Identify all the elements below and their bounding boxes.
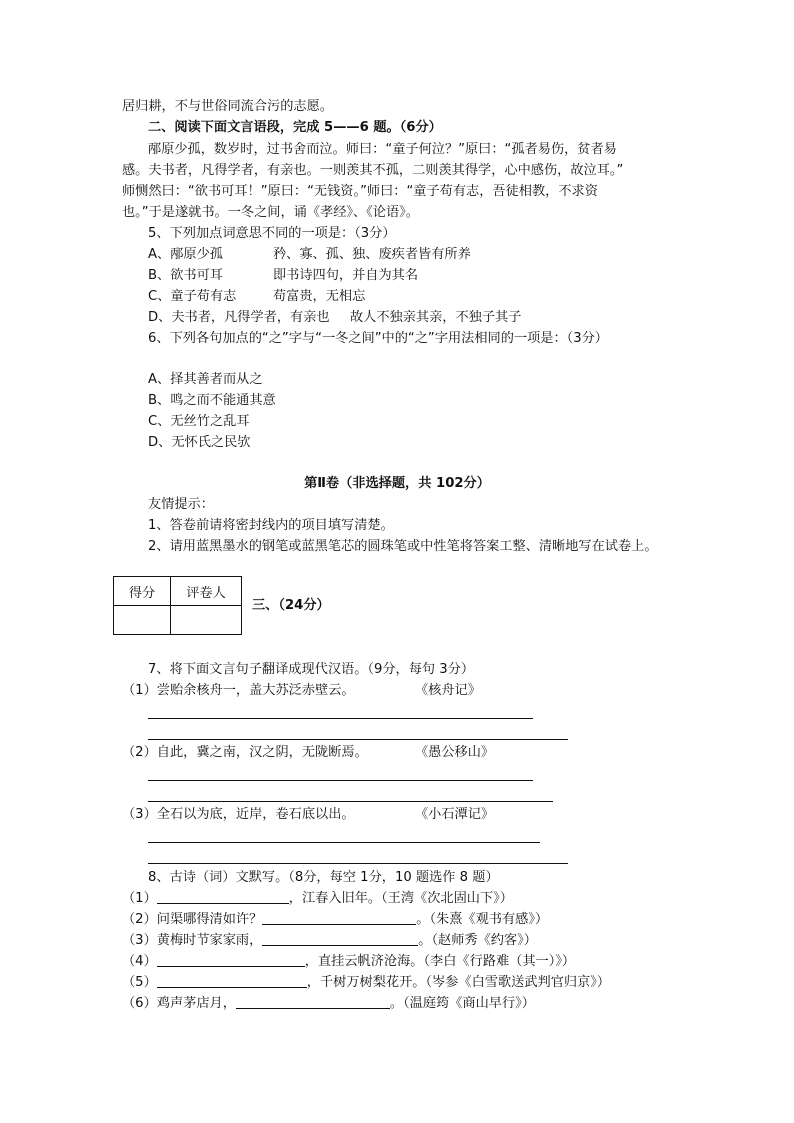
q8-item-2 — [122, 910, 548, 930]
q5-option-b-left: B、欲书可耳 — [148, 268, 223, 283]
q8-item-4-prefix: （4） — [122, 954, 157, 969]
grader-header: 评卷人 — [171, 577, 242, 606]
part2-heading: 二、阅读下面文言语段，完成 5——6 题。（6分） — [148, 120, 442, 135]
q7-item-3-source: 《小石潭记》 — [415, 807, 495, 822]
answer-line[interactable] — [148, 842, 540, 843]
intro-end-line: 居归耕，不与世俗同流合污的志愿。 — [122, 99, 333, 114]
answer-line[interactable] — [148, 780, 533, 781]
passage-line-3: 师恻然曰：“欲书可耳！”原曰：“无钱资。”师曰：“童子苟有志，吾徒相教，不求资 — [122, 184, 598, 199]
answer-line[interactable] — [148, 739, 568, 740]
q5-option-a-right: 矜、寡、孤、独、废疾者皆有所养 — [273, 247, 471, 262]
q8-item-6 — [122, 994, 535, 1014]
q8-item-2-prefix: （2）问渠哪得清如许？ — [122, 912, 263, 927]
tip-1: 1、答卷前请将密封线内的项目填写清楚。 — [148, 518, 394, 533]
q8-item-2-suffix: 。（朱熹《观书有感》） — [416, 912, 549, 927]
score-table — [113, 576, 242, 635]
q8-item-1-suffix: ，江春入旧年。（王湾《次北固山下》） — [288, 891, 513, 906]
q8-item-6-suffix: 。（温庭筠《商山早行》） — [389, 996, 535, 1011]
q8-item-4 — [122, 952, 575, 972]
q6-option-b: B、鸣之而不能通其意 — [148, 393, 276, 408]
q8-item-5 — [122, 973, 610, 993]
score-cell[interactable] — [114, 606, 171, 635]
q8-item-3-suffix: 。（赵师秀《约客》） — [418, 933, 537, 948]
volume2-title: 第Ⅱ卷（非选择题，共 102分） — [304, 476, 490, 491]
q7-item-1-source: 《核舟记》 — [415, 683, 481, 698]
fill-blank[interactable] — [262, 931, 418, 946]
q5-option-a-left: A、邴原少孤 — [148, 247, 223, 262]
q7-item-3: （3）全石以为底，近岸，卷石底以出。 — [122, 807, 355, 822]
tip-2: 2、请用蓝黑墨水的钢笔或蓝黑笔芯的圆珠笔或中性笔将答案工整、清晰地写在试卷上。 — [148, 539, 658, 554]
answer-line[interactable] — [148, 718, 533, 719]
q8-item-1-prefix: （1） — [122, 891, 157, 906]
q5-option-c-left: C、童子苟有志 — [148, 289, 237, 304]
grader-cell[interactable] — [171, 606, 242, 635]
q7-item-2-source: 《愚公移山》 — [415, 745, 495, 760]
passage-line-4: 也。”于是遂就书。一冬之间，诵《孝经》、《论语》。 — [122, 205, 419, 220]
q6-option-d: D、无怀氏之民欤 — [148, 435, 251, 450]
q5-stem: 5、下列加点词意思不同的一项是：（3分） — [148, 226, 396, 241]
q8-item-6-prefix: （6）鸡声茅店月， — [122, 996, 236, 1011]
passage-line-2: 感。夫书者，凡得学者，有亲也。一则羡其不孤，二则羡其得学，心中感伤，故泣耳。” — [122, 163, 624, 178]
q6-stem: 6、下列各句加点的“之”字与“一冬之间”中的“之”字用法相同的一项是：（3分） — [148, 331, 608, 346]
answer-line[interactable] — [148, 863, 568, 864]
q5-option-c-right: 苟富贵，无相忘 — [273, 289, 366, 304]
q8-item-1 — [122, 889, 513, 909]
q8-item-4-suffix: ，直挂云帆济沧海。（李白《行路难（其一）》） — [304, 954, 576, 969]
tip-label: 友情提示： — [148, 497, 214, 512]
q6-option-a: A、择其善者而从之 — [148, 372, 263, 387]
fill-blank[interactable] — [157, 973, 307, 988]
q7-item-2: （2）自此，冀之南，汉之阴，无陇断焉。 — [122, 745, 368, 760]
fill-blank[interactable] — [236, 994, 390, 1009]
part3-heading: 三、（24分） — [252, 598, 330, 613]
q8-item-5-prefix: （5） — [122, 975, 157, 990]
q5-option-d-right: 故人不独亲其亲，不独子其子 — [350, 310, 522, 325]
score-header: 得分 — [114, 577, 171, 606]
passage-line-1: 邴原少孤，数岁时，过书舍而泣。师曰：“童子何泣？”原曰：“孤者易伤，贫者易 — [148, 142, 617, 157]
q5-option-d-left: D、夫书者，凡得学者，有亲也 — [148, 310, 330, 325]
q7-item-1: （1）尝贻余核舟一，盖大苏泛赤壁云。 — [122, 683, 355, 698]
q8-item-3-prefix: （3）黄梅时节家家雨， — [122, 933, 263, 948]
q5-option-b-right: 即书诗四句，并自为其名 — [273, 268, 419, 283]
fill-blank[interactable] — [262, 910, 416, 925]
q7-stem: 7、将下面文言句子翻译成现代汉语。（9分，每句 3分） — [148, 662, 475, 677]
q8-item-5-suffix: ，千树万树梨花开。（岑参《白雪歌送武判官归京》） — [306, 975, 611, 990]
q6-option-c: C、无丝竹之乱耳 — [148, 414, 250, 429]
fill-blank[interactable] — [157, 889, 289, 904]
answer-line[interactable] — [148, 801, 553, 802]
q8-stem: 8、古诗（词）文默写。（8分，每空 1分，10 题选作 8 题） — [148, 870, 499, 885]
fill-blank[interactable] — [157, 952, 305, 967]
q8-item-3 — [122, 931, 537, 951]
